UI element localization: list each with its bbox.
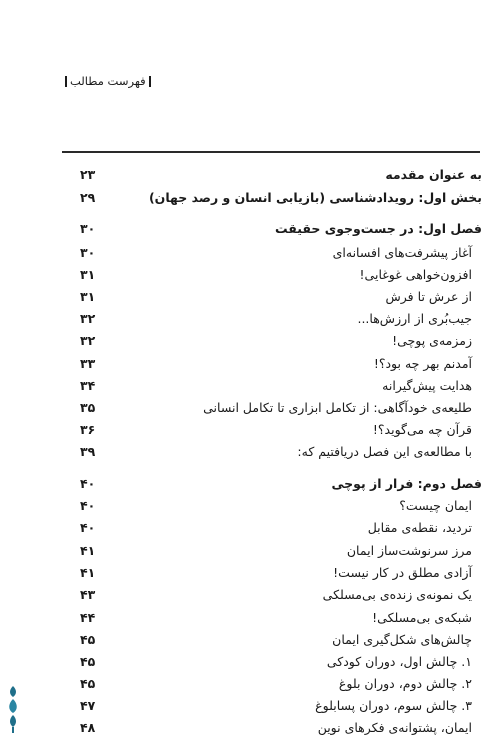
toc-row — [62, 419, 482, 441]
toc-row — [62, 717, 482, 739]
toc-row — [62, 473, 482, 495]
toc-row — [62, 584, 482, 606]
toc-row — [62, 651, 482, 673]
toc-page-number: ۳۱ — [80, 267, 96, 282]
toc-page-number: ۳۲ — [80, 311, 96, 326]
toc-entry-title: ایمان، پشتوانه‌ی فکرهای نوین — [317, 720, 472, 735]
toc-entry-title: ۱. چالش اول، دوران کودکی — [326, 654, 472, 669]
running-head-label: فهرست مطالب — [70, 74, 146, 88]
running-head-bar-left — [65, 76, 67, 87]
running-head-bar-right — [149, 76, 151, 87]
toc-entry-title: شبکه‌ی بی‌مسلکی! — [372, 610, 472, 625]
toc-page-number: ۴۷ — [80, 698, 96, 713]
toc-entry-title: آغاز پیشرفت‌های افسانه‌ای — [332, 245, 472, 260]
toc-entry-title: آزادی مطلق در کار نیست! — [333, 565, 472, 580]
publisher-logo-icon — [6, 684, 20, 734]
toc-entry-title: هدایت پیش‌گیرانه — [382, 378, 472, 393]
toc-row — [62, 353, 482, 375]
toc-page-number: ۴۱ — [80, 565, 96, 580]
toc-page-number: ۲۳ — [80, 167, 96, 182]
toc-row — [62, 673, 482, 695]
toc-row — [62, 308, 482, 330]
toc-row — [62, 540, 482, 562]
toc-entry-title: فصل دوم: فرار از پوچی — [331, 476, 482, 491]
toc-page-number: ۴۱ — [80, 543, 96, 558]
toc-entry-title: به عنوان مقدمه — [385, 167, 482, 182]
toc-entry-title: آمدنم بهر چه بود؟! — [373, 356, 472, 371]
toc-row — [62, 607, 482, 629]
toc-row — [62, 264, 482, 286]
toc-row — [62, 330, 482, 352]
toc-page-number: ۴۸ — [80, 720, 96, 735]
toc-row — [62, 517, 482, 539]
toc-entry-title: مرز سرنوشت‌ساز ایمان — [346, 543, 472, 558]
toc-entry-title: قرآن چه می‌گوید؟! — [372, 422, 472, 437]
toc-page-number: ۴۰ — [80, 520, 96, 535]
toc-page-number: ۲۹ — [80, 190, 96, 205]
toc-entry-title: تردید، نقطه‌ی مقابل — [367, 520, 472, 535]
toc-row — [62, 397, 482, 419]
toc-page-number: ۴۳ — [80, 587, 96, 602]
toc-entry-title: فصل اول: در جست‌وجوی حقیقت — [275, 221, 482, 236]
toc-entry-title: افزون‌خواهی غوغایی! — [359, 267, 472, 282]
toc-entry-title: طلیعه‌ی خودآگاهی: از تکامل ابزاری تا تکامل انسانی — [203, 400, 472, 415]
toc-entry-title: ۲. چالش دوم، دوران بلوغ — [338, 676, 472, 691]
header-rule — [62, 151, 480, 153]
toc-row — [62, 164, 482, 186]
toc-page-number: ۴۰ — [80, 498, 96, 513]
toc-row — [62, 695, 482, 717]
toc-row — [62, 441, 482, 463]
toc-entry-title: از عرش تا فرش — [385, 289, 472, 304]
toc-row — [62, 495, 482, 517]
toc-page-number: ۴۵ — [80, 676, 96, 691]
toc-row — [62, 629, 482, 651]
toc-page-number: ۴۰ — [80, 476, 96, 491]
toc-page-number: ۴۵ — [80, 632, 96, 647]
toc-entry-title: چالش‌های شکل‌گیری ایمان — [332, 632, 472, 647]
toc-page-number: ۴۴ — [80, 610, 96, 625]
toc-row — [62, 187, 482, 209]
running-head — [62, 74, 154, 88]
toc-page-number: ۳۳ — [80, 356, 96, 371]
toc-entry-title: یک نمونه‌ی زنده‌ی بی‌مسلکی — [322, 587, 472, 602]
toc-page-number: ۳۱ — [80, 289, 96, 304]
toc-row — [62, 562, 482, 584]
toc-page-number: ۳۰ — [80, 221, 96, 236]
toc-page-number: ۳۵ — [80, 400, 96, 415]
toc-page-number: ۳۲ — [80, 333, 96, 348]
toc-page-number: ۳۶ — [80, 422, 96, 437]
toc-row — [62, 286, 482, 308]
toc-entry-title: بخش اول: رویدادشناسی (بازیابی انسان و رصد جهان) — [148, 190, 482, 205]
toc-entry-title: جیب‌بُری از ارزش‌ها... — [357, 311, 472, 326]
toc-page-number: ۳۰ — [80, 245, 96, 260]
toc-row — [62, 242, 482, 264]
toc-page-number: ۴۵ — [80, 654, 96, 669]
toc-page-number: ۳۹ — [80, 444, 96, 459]
toc-entry-title: زمزمه‌ی پوچی! — [392, 333, 472, 348]
toc-row — [62, 375, 482, 397]
toc-entry-title: ۳. چالش سوم، دوران پسابلوغ — [315, 698, 472, 713]
toc-entry-title: ایمان چیست؟ — [399, 498, 472, 513]
toc-row — [62, 218, 482, 240]
toc-entry-title: با مطالعه‌ی این فصل دریافتیم که: — [297, 444, 472, 459]
toc-page-number: ۳۴ — [80, 378, 96, 393]
